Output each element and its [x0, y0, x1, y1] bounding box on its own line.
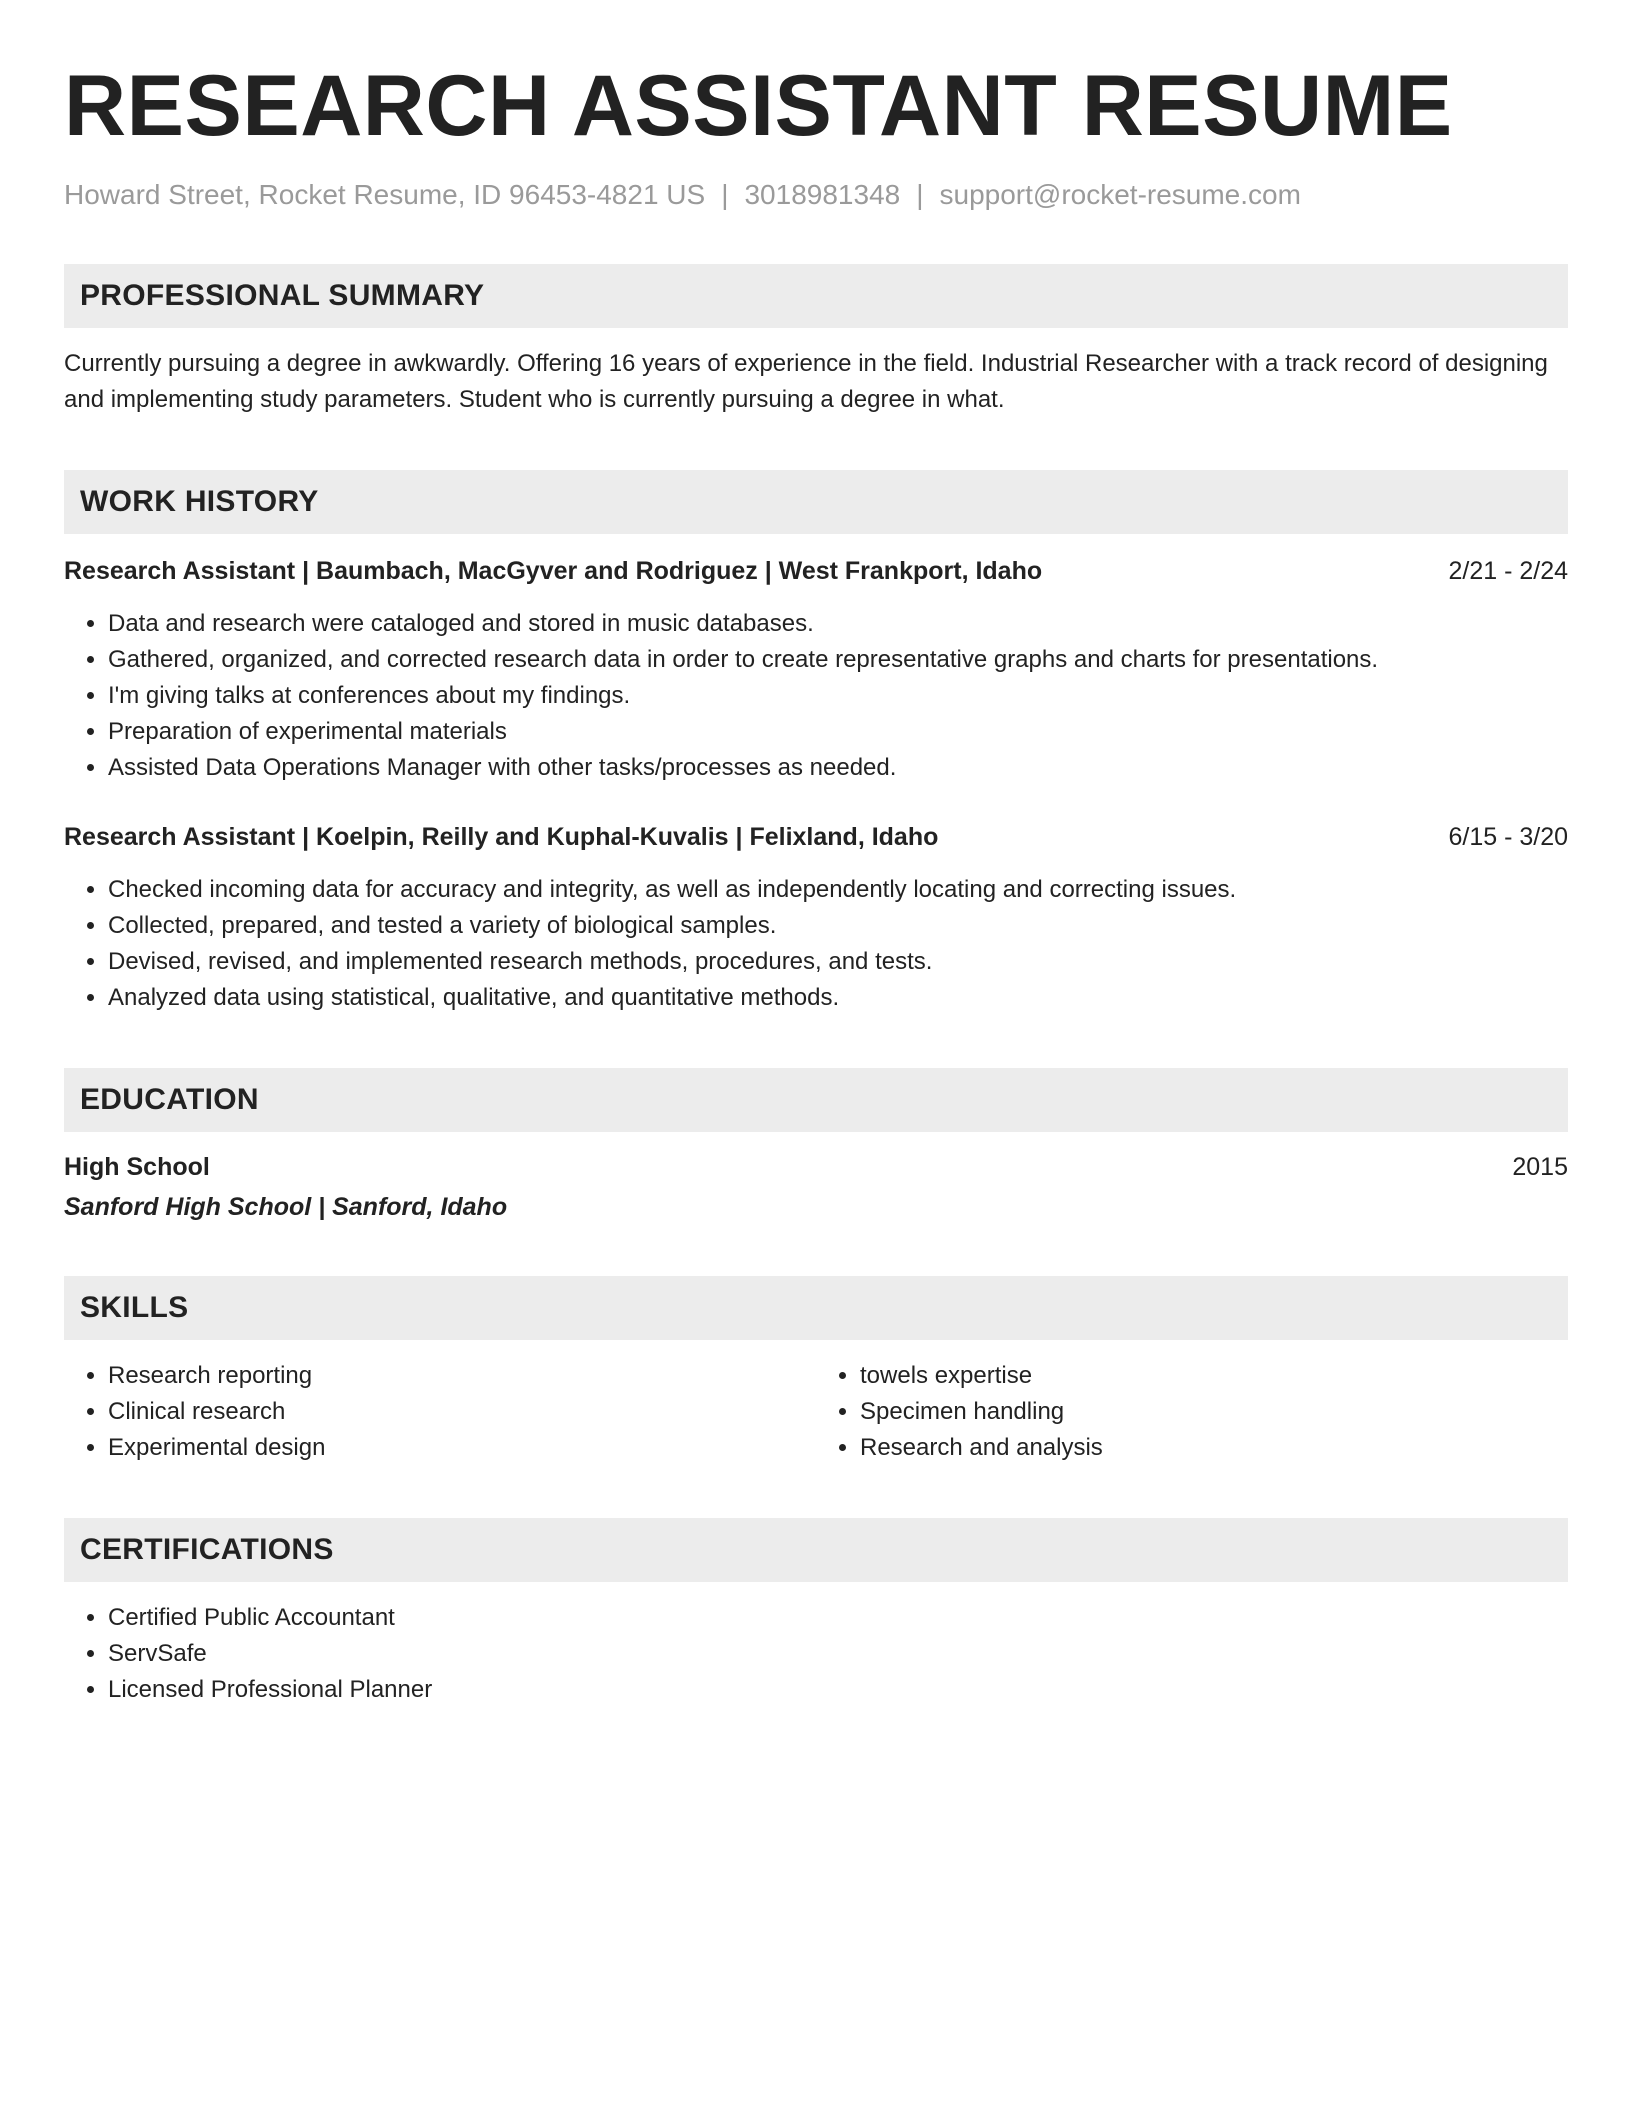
skills-list [816, 1358, 1568, 1466]
job-title: Research Assistant | Koelpin, Reilly and Kuphal-Kuvalis | Felixland, Idaho [64, 823, 939, 851]
skill-item: • towels expertise [860, 1358, 1568, 1394]
skills-column-left [64, 1358, 816, 1466]
skills-section [64, 1276, 1568, 1466]
education-year: 2015 [1512, 1153, 1568, 1181]
contact-line [64, 178, 1568, 212]
job-title: Research Assistant | Baumbach, MacGyver and Rodriguez | West Frankport, Idaho [64, 557, 1043, 585]
job-duty: • Analyzed data using statistical, qualitative, and quantitative methods. [108, 980, 1568, 1016]
work-history-section [64, 470, 1568, 1016]
contact-separator: | [721, 179, 729, 210]
job-header [64, 554, 1568, 588]
skills-column-right [816, 1358, 1568, 1466]
summary-text: Currently pursuing a degree in awkwardly. Offering 16 years of experience in the field. Industrial Researcher with a track record of designing and implementing study parameters. Student who is currently pursuing a degree in what. [64, 350, 1548, 413]
job-duties-list [64, 872, 1568, 1016]
job-duties-list [64, 606, 1568, 786]
job-duty: • Devised, revised, and implemented research methods, procedures, and tests. [108, 944, 1568, 980]
skill-item: • Clinical research [108, 1394, 816, 1430]
job-duty: • Preparation of experimental materials [108, 714, 1568, 750]
education-section [64, 1068, 1568, 1224]
certification-item: • Certified Public Accountant [108, 1600, 1568, 1636]
skill-item: • Specimen handling [860, 1394, 1568, 1430]
job-duty: • Assisted Data Operations Manager with other tasks/processes as needed. [108, 750, 1568, 786]
skills-grid [64, 1358, 1568, 1466]
contact-phone: 3018981348 [744, 179, 901, 210]
education-heading: EDUCATION [64, 1068, 1568, 1132]
certifications-section [64, 1518, 1568, 1708]
certifications-heading: CERTIFICATIONS [64, 1518, 1568, 1582]
job-dates: 2/21 - 2/24 [1448, 557, 1568, 585]
job-duty: • I'm giving talks at conferences about my findings. [108, 678, 1568, 714]
certification-item: • Licensed Professional Planner [108, 1672, 1568, 1708]
contact-address: Howard Street, Rocket Resume, ID 96453-4821 US [64, 179, 706, 210]
education-header [64, 1150, 1568, 1184]
education-degree: High School [64, 1153, 210, 1181]
job-header [64, 820, 1568, 854]
job-duty: • Gathered, organized, and corrected research data in order to create representative graphs and charts for presentations. [108, 642, 1568, 678]
summary-section [64, 264, 1568, 418]
education-entry [64, 1150, 1568, 1224]
certifications-list [64, 1600, 1568, 1708]
work-history-heading: WORK HISTORY [64, 470, 1568, 534]
education-school: Sanford High School | Sanford, Idaho [64, 1193, 508, 1221]
certification-item: • ServSafe [108, 1636, 1568, 1672]
job-entry [64, 554, 1568, 786]
skill-item: • Experimental design [108, 1430, 816, 1466]
job-duty: • Data and research were cataloged and stored in music databases. [108, 606, 1568, 642]
skills-heading: SKILLS [64, 1276, 1568, 1340]
skill-item: • Research and analysis [860, 1430, 1568, 1466]
contact-email: support@rocket-resume.com [939, 179, 1301, 210]
resume-title: RESEARCH ASSISTANT RESUME [64, 58, 1453, 154]
summary-heading: PROFESSIONAL SUMMARY [64, 264, 1568, 328]
job-dates: 6/15 - 3/20 [1448, 823, 1568, 851]
job-entry [64, 820, 1568, 1016]
job-duty: • Checked incoming data for accuracy and integrity, as well as independently locating and correcting issues. [108, 872, 1568, 908]
job-duty: • Collected, prepared, and tested a variety of biological samples. [108, 908, 1568, 944]
skill-item: • Research reporting [108, 1358, 816, 1394]
skills-list [64, 1358, 816, 1466]
contact-separator: | [916, 179, 924, 210]
